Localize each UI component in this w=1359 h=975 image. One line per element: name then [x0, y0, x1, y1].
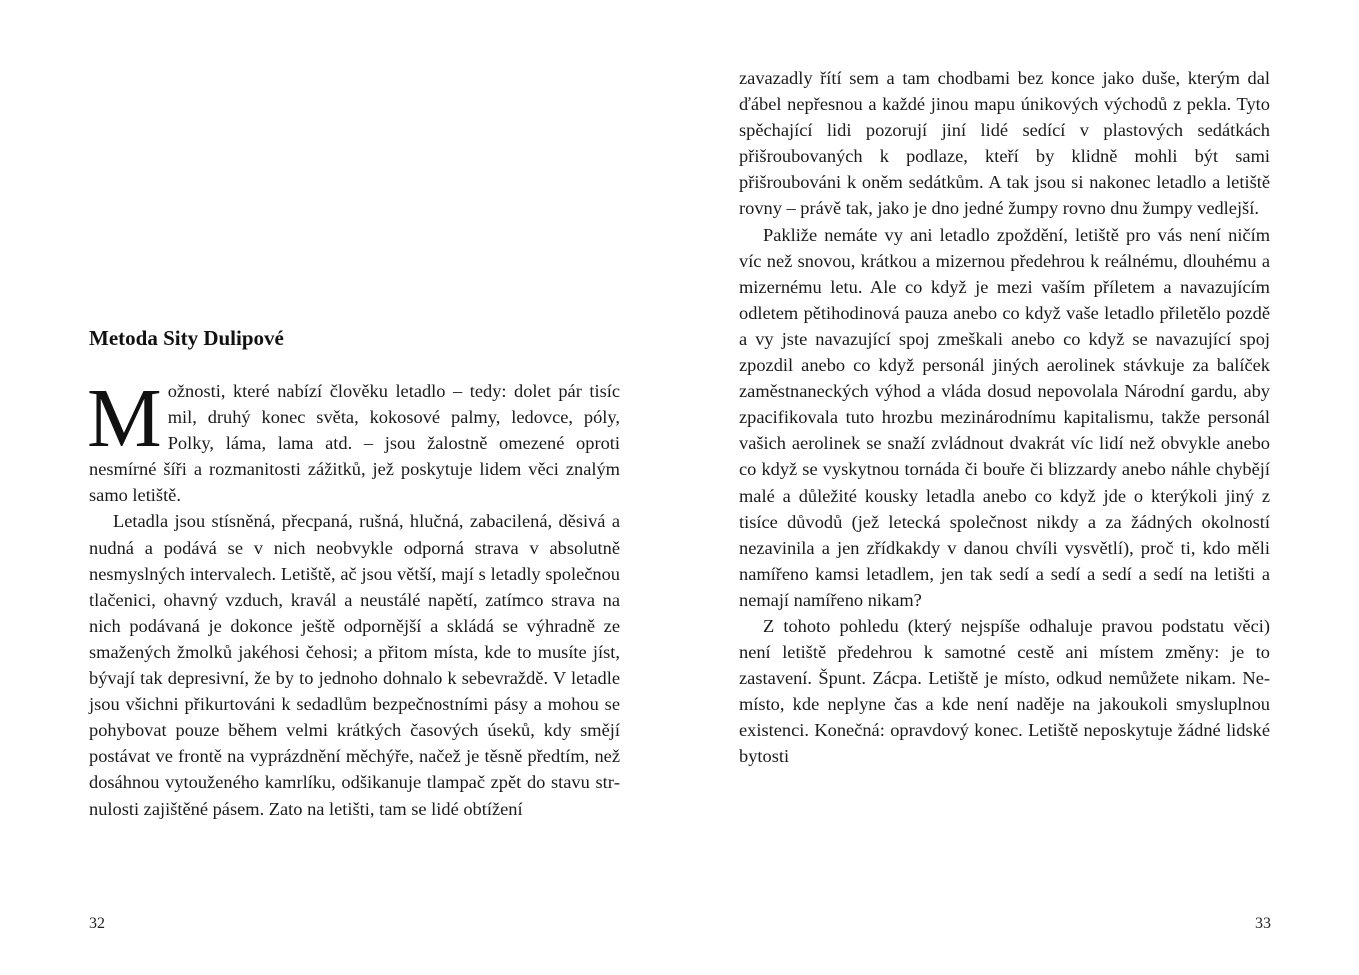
drop-cap: M — [87, 372, 162, 465]
page-number-right: 33 — [1255, 915, 1271, 932]
left-paragraph-1 — [87, 372, 620, 508]
left-paragraph-1-text: ožnosti, které nabízí člověku letadlo – tedy: dolet pár tisíc mil, druhý konec světa, kokosové palmy, ledovce, póly, Polky, láma, lama atd. – jsou žalostně omezené oproti nesmírné šíři a rozmanitosti zážitků, jež poskytuje lidem věci znalým samo letiště. — [89, 381, 620, 506]
left-paragraph-2: Letadla jsou stísněná, přecpaná, rušná, hlučná, zabacilená, děsivá a nudná a podává se v nich neobvykle odporná strava v absolutně nesmyslných intervalech. Letiště, ač jsou větší, mají s letadly společnou tlačenici, ohavný vzduch, kravál a neustálé napětí, zatímco strava na nich podávaná je dokonce ještě odpornější a skládá se výhradně ze smažených žmolků jakéhosi čehosi; a přitom místa, kde to musíte jíst, bývají tak depresivní, že by to jednoho dohnalo k sebevraždě. V letadle jsou všichni přikurtováni k sedadlům bezpečnostními pásy a mohou se pohybovat pouze během velmi krátkých časových úseků, kdy smějí postávat ve frontě na vyprázdnění měchýře, načež je těsně předtím, než dosáhnou vytouženého kamrlíku, odšikanuje tlampač zpět do stavu strnulosti zajištěné pásem. Zato na letišti, tam se lidé obtížení — [89, 511, 620, 819]
left-text-column — [87, 372, 620, 822]
page-number-left: 32 — [89, 915, 105, 932]
right-paragraph-2: Pakliže nemáte vy ani letadlo zpoždění, letiště pro vás není ničím víc než snovou, krátkou a mizernou předehrou k reálnému, dlouhému a mizernému letu. Ale co když je mezi vaším příletem a navazujícím odletem pětihodinová pauza anebo co když vaše letadlo přiletělo pozdě a vy jste navazující spoj zmeškali anebo co když se navazující spoj zpozdil anebo co když personál jiných aerolinek stávkuje za balíček zaměstnaneckých výhod a vláda dosud nepovolala Národní gardu, aby zpacifikovala tuto hrozbu mezinárodnímu kapitalismu, takže personál vašich aerolinek se snaží zvládnout dvakrát víc lidí než obvykle anebo co když se vyskytnou tornáda či bouře či blizzardy anebo náhle chybějí malé a důležité kousky letadla anebo co když jde o kterýkoli jiný z tisíce důvodů (jež letecká společnost nikdy a za žádných okolností nezavinila a jen zřídkakdy v danou chvíli vysvětlí), proč ti, kdo měli namířeno kamsi letadlem, jen tak sedí a sedí a sedí a sedí na letišti a nemají namířeno nikam? — [739, 224, 1270, 610]
right-page — [680, 0, 1359, 975]
right-paragraph-1: zavazadly řítí sem a tam chodbami bez konce jako duše, kterým dal ďábel nepřesnou a každé jinou mapu únikových východů z pekla. Tyto spěchající lidi pozorují jiní lidé sedící v plastových sedátkách přišroubovaných k podlaze, kteří by klidně mohli být sami přišroubováni k oněm sedátkům. A tak jsou si nakonec letadlo a letiště rovny – právě tak, jako je dno jedné žumpy rovno dnu žumpy vedlejší. — [739, 68, 1270, 219]
right-paragraph-3: Z tohoto pohledu (který nejspíše odhaluje pravou podstatu věci) není letiště předehrou k samotné cestě ani místem změny: je to zastavení. Špunt. Zácpa. Letiště je místo, odkud nemůžete nikam. Ne-místo, kde neplyne čas a kde není naděje na jakoukoli smysluplnou existenci. Konečná: opravdový konec. Letiště neposkytuje žádné lidské bytosti — [739, 615, 1270, 767]
right-text-column — [739, 65, 1270, 770]
chapter-title: Metoda Sity Dulipové — [89, 326, 284, 350]
